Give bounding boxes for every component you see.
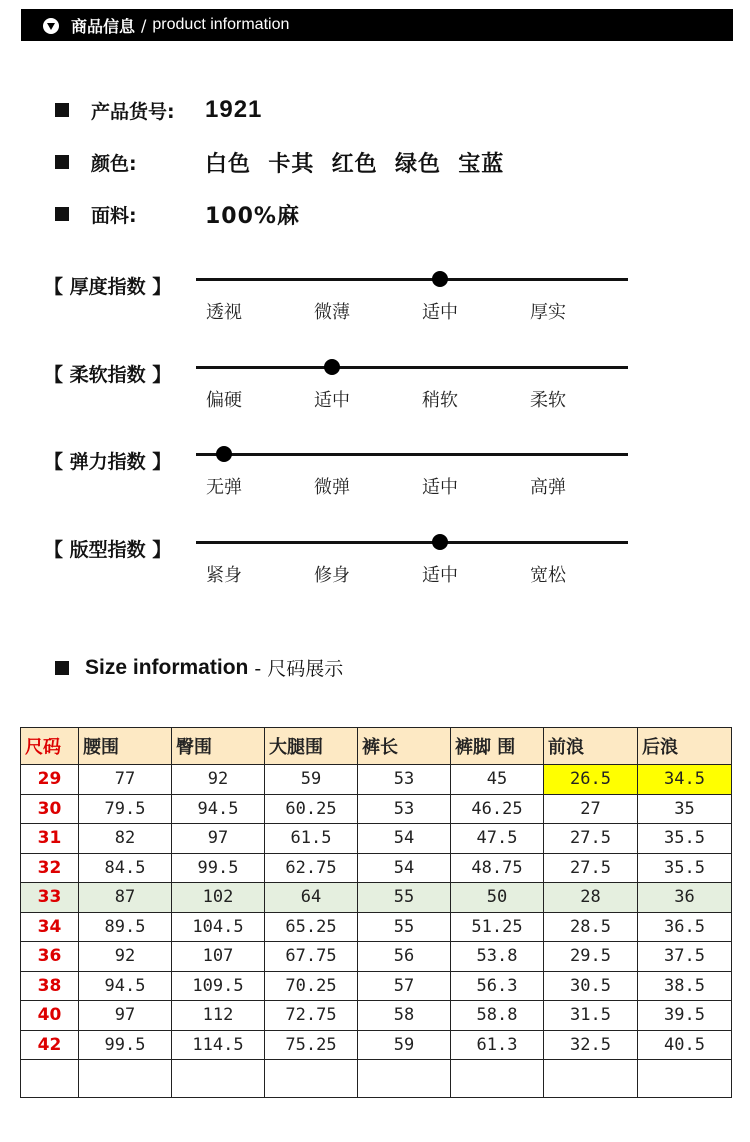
- table-cell: 54: [358, 853, 451, 883]
- size-cell: 42: [21, 1030, 79, 1060]
- table-cell: 48.75: [451, 853, 544, 883]
- table-cell: 94.5: [172, 794, 265, 824]
- table-cell-empty: [358, 1060, 451, 1098]
- table-cell: 104.5: [172, 912, 265, 942]
- table-row: [21, 853, 732, 883]
- table-cell: 37.5: [638, 942, 732, 972]
- index-label: 透视: [206, 302, 242, 323]
- table-cell: 114.5: [172, 1030, 265, 1060]
- table-cell: 55: [358, 912, 451, 942]
- table-cell-empty: [544, 1060, 638, 1098]
- square-bullet-icon: [55, 661, 69, 675]
- table-cell: 97: [172, 824, 265, 854]
- index-title: 【 厚度指数 】: [44, 276, 172, 298]
- table-cell: 62.75: [265, 853, 358, 883]
- index-label: 紧身: [206, 565, 242, 586]
- table-cell: 84.5: [79, 853, 172, 883]
- size-cell: 34: [21, 912, 79, 942]
- size-cell: 29: [21, 765, 79, 795]
- column-header: 前浪: [544, 728, 638, 765]
- index-marker: [216, 446, 232, 462]
- table-cell: 35.5: [638, 824, 732, 854]
- table-cell: 61.3: [451, 1030, 544, 1060]
- table-cell: 27: [544, 794, 638, 824]
- table-row: [21, 765, 732, 795]
- table-cell: 32.5: [544, 1030, 638, 1060]
- table-cell-empty: [21, 1060, 79, 1098]
- table-cell: 102: [172, 883, 265, 913]
- index-label: 适中: [422, 477, 458, 498]
- index-label: 稍软: [422, 390, 458, 411]
- index-label: 宽松: [530, 565, 566, 586]
- size-table: [20, 727, 732, 1098]
- index-label: 偏硬: [206, 390, 242, 411]
- index-scale-line: [196, 278, 628, 281]
- table-row: [21, 794, 732, 824]
- table-cell: 34.5: [638, 765, 732, 795]
- square-bullet-icon: [55, 207, 69, 221]
- table-cell: 64: [265, 883, 358, 913]
- table-cell: 67.75: [265, 942, 358, 972]
- index-label: 高弹: [530, 477, 566, 498]
- table-row: [21, 883, 732, 913]
- info-value: 1921: [205, 96, 263, 123]
- table-row: [21, 824, 732, 854]
- column-header: 裤脚 围: [451, 728, 544, 765]
- size-cell: 31: [21, 824, 79, 854]
- table-cell: 72.75: [265, 1001, 358, 1031]
- table-cell: 53: [358, 765, 451, 795]
- size-heading-cn: - 尺码展示: [254, 658, 344, 680]
- header-title-cn: 商品信息: [71, 16, 136, 36]
- info-row-colors: [55, 147, 504, 177]
- column-header: 裤长: [358, 728, 451, 765]
- table-cell: 51.25: [451, 912, 544, 942]
- index-title: 【 版型指数 】: [44, 539, 172, 561]
- table-cell-empty: [638, 1060, 732, 1098]
- table-row: [21, 971, 732, 1001]
- down-triangle-icon: [43, 18, 59, 34]
- index-label: 无弹: [206, 477, 242, 498]
- index-label: 柔软: [530, 390, 566, 411]
- column-header: 尺码: [21, 728, 79, 765]
- info-label: 颜色:: [91, 152, 137, 175]
- table-cell: 89.5: [79, 912, 172, 942]
- index-scale-line: [196, 366, 628, 369]
- info-label: 面料:: [91, 204, 137, 227]
- column-header: 臀围: [172, 728, 265, 765]
- info-row-item-number: [55, 95, 262, 125]
- index-marker: [432, 534, 448, 550]
- table-cell: 29.5: [544, 942, 638, 972]
- table-cell: 97: [79, 1001, 172, 1031]
- info-value: 白色 卡其 红色 绿色 宝蓝: [205, 151, 505, 177]
- table-cell-empty: [79, 1060, 172, 1098]
- index-elasticity: [44, 453, 644, 513]
- table-cell: 92: [79, 942, 172, 972]
- index-label: 微弹: [314, 477, 350, 498]
- index-label: 适中: [314, 390, 350, 411]
- table-row: [21, 1030, 732, 1060]
- table-cell: 107: [172, 942, 265, 972]
- table-cell: 60.25: [265, 794, 358, 824]
- table-cell: 35: [638, 794, 732, 824]
- info-value: 100%麻: [205, 203, 300, 229]
- table-cell: 56: [358, 942, 451, 972]
- table-cell: 30.5: [544, 971, 638, 1001]
- table-cell: 26.5: [544, 765, 638, 795]
- size-section-heading: [55, 654, 343, 681]
- index-label: 微薄: [314, 302, 350, 323]
- table-cell: 27.5: [544, 853, 638, 883]
- table-cell: 65.25: [265, 912, 358, 942]
- header-title-en: product information: [152, 16, 290, 33]
- table-cell: 31.5: [544, 1001, 638, 1031]
- table-cell-empty: [265, 1060, 358, 1098]
- index-scale-line: [196, 541, 628, 544]
- info-label: 产品货号:: [91, 100, 175, 123]
- table-cell-empty: [451, 1060, 544, 1098]
- table-row: [21, 1001, 732, 1031]
- table-cell: 39.5: [638, 1001, 732, 1031]
- index-title: 【 弹力指数 】: [44, 451, 172, 473]
- table-cell: 36.5: [638, 912, 732, 942]
- index-marker: [324, 359, 340, 375]
- square-bullet-icon: [55, 155, 69, 169]
- table-cell: 61.5: [265, 824, 358, 854]
- info-row-fabric: [55, 199, 300, 229]
- column-header: 后浪: [638, 728, 732, 765]
- table-cell: 99.5: [172, 853, 265, 883]
- table-cell: 50: [451, 883, 544, 913]
- table-cell: 92: [172, 765, 265, 795]
- section-header: [21, 9, 733, 41]
- index-label: 修身: [314, 565, 350, 586]
- index-title: 【 柔软指数 】: [44, 364, 172, 386]
- table-cell: 46.25: [451, 794, 544, 824]
- header-separator: /: [141, 15, 147, 35]
- table-cell: 99.5: [79, 1030, 172, 1060]
- index-label: 适中: [422, 302, 458, 323]
- table-row: [21, 912, 732, 942]
- table-cell: 112: [172, 1001, 265, 1031]
- table-cell: 82: [79, 824, 172, 854]
- table-cell: 77: [79, 765, 172, 795]
- index-label: 厚实: [530, 302, 566, 323]
- index-softness: [44, 366, 644, 426]
- table-cell: 54: [358, 824, 451, 854]
- table-cell: 35.5: [638, 853, 732, 883]
- size-cell: 40: [21, 1001, 79, 1031]
- table-cell: 38.5: [638, 971, 732, 1001]
- index-marker: [432, 271, 448, 287]
- table-row: [21, 942, 732, 972]
- size-heading-en: Size information: [85, 655, 249, 679]
- table-cell: 53: [358, 794, 451, 824]
- table-cell: 36: [638, 883, 732, 913]
- table-cell: 28: [544, 883, 638, 913]
- table-cell: 55: [358, 883, 451, 913]
- table-cell: 58: [358, 1001, 451, 1031]
- table-cell: 47.5: [451, 824, 544, 854]
- size-cell: 38: [21, 971, 79, 1001]
- table-cell: 59: [358, 1030, 451, 1060]
- table-header-row: [21, 728, 732, 765]
- table-cell: 58.8: [451, 1001, 544, 1031]
- table-cell: 28.5: [544, 912, 638, 942]
- table-cell: 87: [79, 883, 172, 913]
- size-cell: 33: [21, 883, 79, 913]
- size-cell: 36: [21, 942, 79, 972]
- table-cell: 79.5: [79, 794, 172, 824]
- table-cell: 75.25: [265, 1030, 358, 1060]
- index-label: 适中: [422, 565, 458, 586]
- table-cell: 109.5: [172, 971, 265, 1001]
- column-header: 大腿围: [265, 728, 358, 765]
- square-bullet-icon: [55, 103, 69, 117]
- table-cell: 27.5: [544, 824, 638, 854]
- table-row-empty: [21, 1060, 732, 1098]
- table-cell: 56.3: [451, 971, 544, 1001]
- table-cell: 57: [358, 971, 451, 1001]
- index-scale-line: [196, 453, 628, 456]
- table-cell: 59: [265, 765, 358, 795]
- size-cell: 32: [21, 853, 79, 883]
- index-fit: [44, 541, 644, 601]
- size-cell: 30: [21, 794, 79, 824]
- table-cell: 40.5: [638, 1030, 732, 1060]
- table-cell: 70.25: [265, 971, 358, 1001]
- table-cell: 94.5: [79, 971, 172, 1001]
- table-cell: 53.8: [451, 942, 544, 972]
- index-thickness: [44, 278, 644, 338]
- column-header: 腰围: [79, 728, 172, 765]
- table-cell-empty: [172, 1060, 265, 1098]
- table-cell: 45: [451, 765, 544, 795]
